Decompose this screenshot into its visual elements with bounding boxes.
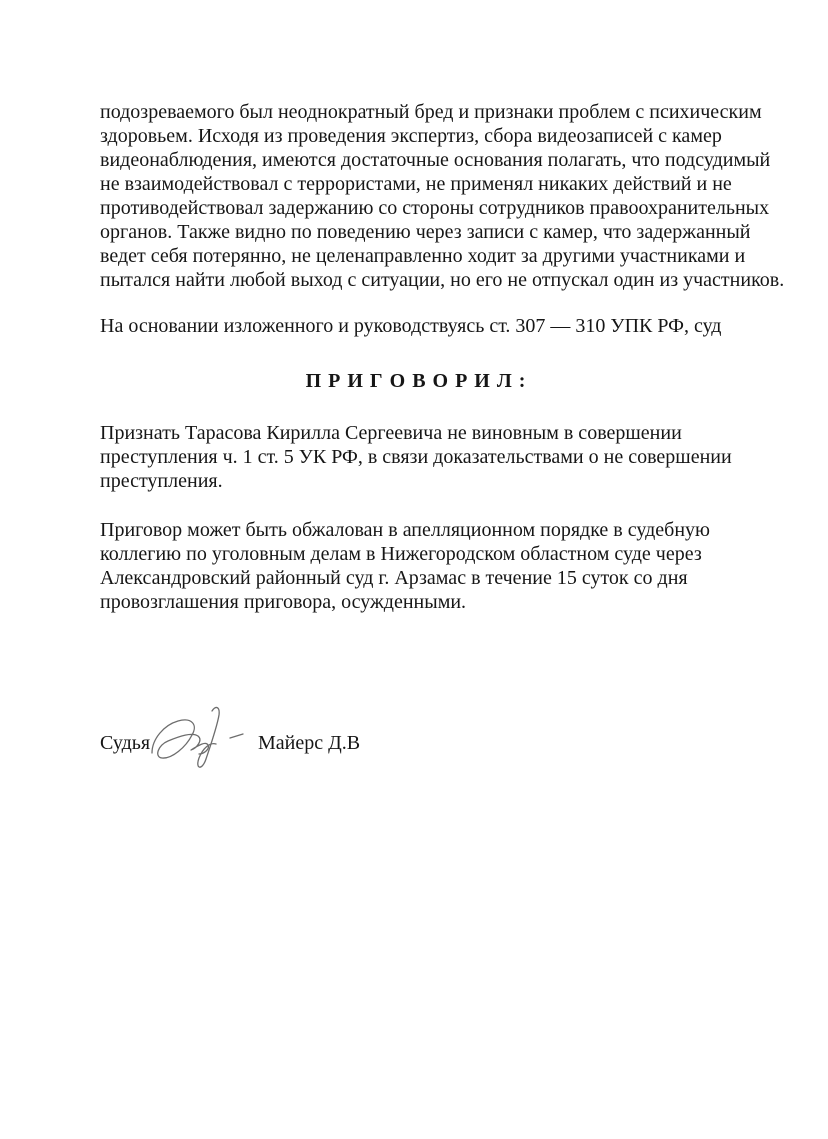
judge-name: Майерс Д.В — [258, 732, 361, 754]
signature-block — [100, 703, 732, 783]
paragraph-findings: подозреваемого был неоднократный бред и признаки проблем с психическим здоровьем. Исходя из проведения экспертиз, сбора видеозаписей с камер видеонаблюдения, имеются достаточные основания полагать, что подсудимый не взаимодействовал с террористами, не применял никаких действий и не противодействовал задержанию со стороны сотрудников правоохранительных органов. Также видно по поведению через записи с камер, что задержанный ведет себя потерянно, не целенаправленно ходит за другими участниками и пытался найти любой выход с ситуации, но его не отпускал один из участников. — [100, 101, 785, 291]
judge-title-label: Судья — [100, 732, 151, 754]
verdict-heading: П Р И Г О В О Р И Л : — [305, 370, 527, 392]
paragraph-legal-basis: На основании изложенного и руководствуясь ст. 307 — 310 УПК РФ, суд — [100, 315, 722, 337]
paragraph-verdict: Признать Тарасова Кирилла Сергеевича не виновным в совершении преступления ч. 1 ст. 5 УК РФ, в связи доказательствами о не совершении преступления. — [100, 422, 732, 492]
paragraph-appeal: Приговор может быть обжалован в апелляционном порядке в судебную коллегию по уголовным делам в Нижегородском областном суде через Александровский районный суд г. Арзамас в течение 15 суток со дня провозглашения приговора, осужденными. — [100, 519, 710, 613]
judge-signature-scribble-icon — [146, 703, 266, 775]
document-body — [100, 100, 785, 783]
